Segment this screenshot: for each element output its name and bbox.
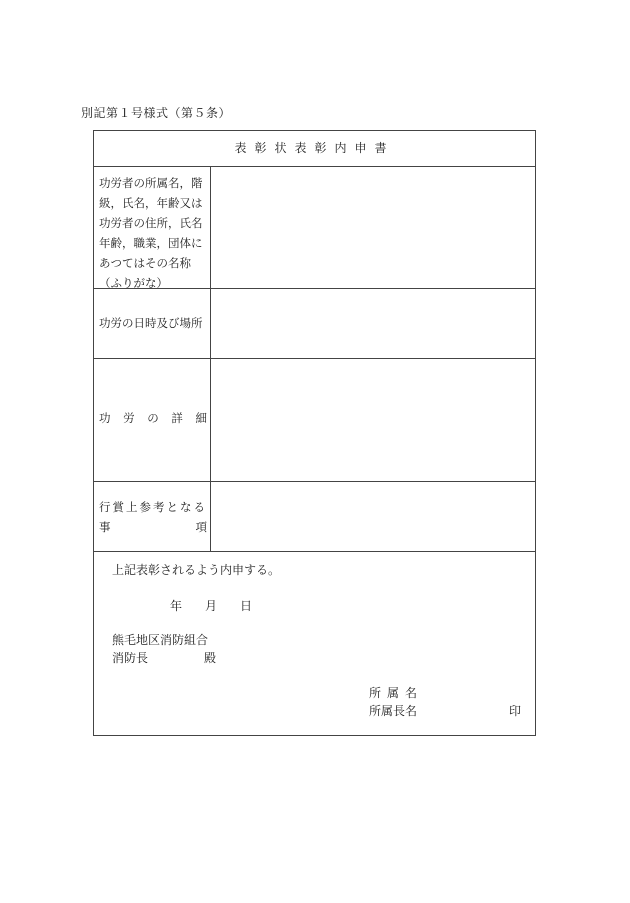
date-day: 日	[240, 599, 253, 613]
label-char: 属	[386, 686, 399, 700]
merit-datetime-label: 功労の日時及び場所	[99, 316, 203, 330]
label-char: 所	[369, 686, 382, 700]
label-line: 行賞上参考となる	[99, 500, 207, 514]
divider	[94, 481, 535, 482]
department-name-label	[369, 684, 417, 701]
form-caption: 別記第１号様式（第５条）	[81, 106, 232, 120]
label-char: 労	[123, 411, 135, 425]
column-divider	[210, 166, 211, 551]
label-line: 功労者の所属名，階	[99, 176, 203, 190]
label-line: 年齢，職業，団体に	[99, 236, 203, 250]
label-char: 功	[99, 411, 111, 425]
label-char: 項	[195, 520, 207, 534]
awardee-info-label	[99, 173, 207, 293]
divider	[94, 551, 535, 552]
divider	[94, 166, 535, 167]
label-char: 名	[404, 686, 417, 700]
award-reference-label	[99, 497, 207, 537]
addressee-title: 消防長	[112, 651, 149, 665]
label-char: 詳	[171, 411, 183, 425]
label-line: 功労者の住所，氏名	[99, 216, 203, 230]
seal-mark: 印	[509, 704, 522, 718]
addressee-honorific: 殿	[204, 651, 217, 665]
request-statement: 上記表彰されるよう内申する。	[112, 563, 281, 577]
label-char: 細	[195, 411, 207, 425]
department-head-label: 所属長名	[369, 704, 418, 718]
addressee-org: 熊毛地区消防組合	[112, 633, 209, 647]
date-month: 月	[205, 599, 218, 613]
divider	[94, 358, 535, 359]
label-line: あつてはその名称	[99, 256, 191, 270]
label-line: 級，氏名，年齢又は	[99, 196, 203, 210]
merit-details-label	[99, 408, 207, 428]
application-form	[93, 130, 536, 736]
date-year: 年	[170, 599, 183, 613]
label-char: 事	[99, 520, 111, 534]
label-line: （ふりがな）	[99, 276, 168, 290]
label-char: の	[147, 411, 159, 425]
form-title: 表彰状表彰内申書	[234, 141, 395, 155]
